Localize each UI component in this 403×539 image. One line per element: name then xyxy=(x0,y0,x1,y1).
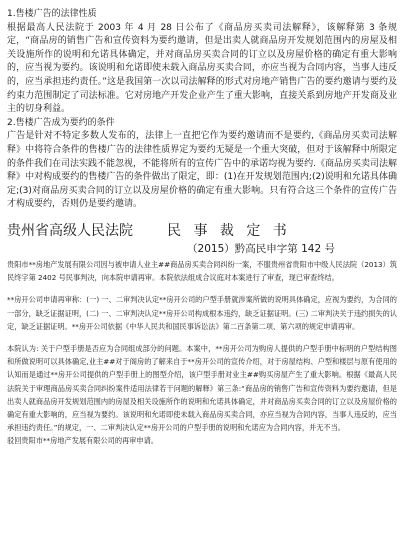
ruling-paragraph-decision: 驳回贵阳市**房地产发展有限公司的再审申请。 xyxy=(7,436,158,446)
ruling-title: 民 事 裁 定 书 xyxy=(167,222,291,239)
heading-legal-nature: 1.售楼广告的法律性质 xyxy=(7,9,97,19)
case-number: （2015）黔高民申字第 142 号 xyxy=(187,242,335,255)
ruling-paragraph-intro: 贵阳市**房地产发展有限公司因与被申请人业主##商品房买卖合同纠纷一案，不服贵州省贵阳市中级人民法院（2013）筑民终字第 2402 号民事判决，向本院申请再审。本院依法组成合议庭对本案进行了审查，现已审查终结。 xyxy=(7,259,397,283)
paragraph-legal-nature: 根据最高人民法院于 2003 年 4 月 28 日公布了《商品房买卖司法解释》，该解释第 3 条规定，“商品房的销售广告和宣传资料为要约邀请，但是出卖人就商品房开发规划范围内的房屋及相关设施所作的说明和允诺具体确定，并对商品房买卖合同的订立以及房屋价格的确定有重大影响的，应当视为要约。该说明和允诺即使未载入商品房买卖合同，亦应当视为合同内容，当事人违反的，应当承担违约责任。”这是我国第一次以司法解释的形式对房地产销售广告的要约邀请与要约及约束力范围制定了司法标准。它对房地产开发企业产生了重大影响，直接关系到房地产开发商及业主的切身利益。 xyxy=(7,22,397,115)
heading-offer-conditions: 2.售楼广告成为要约的条件 xyxy=(7,117,115,128)
ruling-header xyxy=(7,222,397,258)
ruling-paragraph-opinion: 本院认为: 关于户型手册是否应为合同组成部分的问题。本案中，**房开公司为购房人提供的户型手册中标明的户型结构图和所做说明可以具体确定,业主##对于阁房的了解来自于**房开公司的宣传介绍，对于房屋结构、户型和楼层与原有使用的认知而是通过**房开公司提供的户型手册上的图型介绍，该户型手册对业主##购买房屋产生了重大影响。根据《最高人民法院关于审理商品房买卖合同纠纷案件适用法律若干问题的解释》第三条:“商品房的销售广告和宣传资料为要约邀请，但是出卖人就商品房开发规划范围内的房屋及相关设施所作的说明和允诺具体确定，并对商品房买卖合同的订立以及房屋价格的确定有重大影响的，应当视为要约。该说明和允诺即使未载入商品房买卖合同，亦应当视为合同内容，当事人违反的，应当承担违约责任。”的规定，一、二审判决认定**房开公司的户型手册的说明和允诺应为合同内容，并无不当。 xyxy=(7,343,397,433)
court-name: 贵州省高级人民法院 xyxy=(7,222,133,239)
ruling-body xyxy=(7,258,397,448)
ruling-paragraph-petition: **房开公司申请再审称：(一) 一、二审判决认定**房开公司的户型手册就涉案所做的说明具体确定，应视为要约，为合同的一部分，缺乏证据证明，(二) 一、二审判决认定**房开公司构成根本违约，缺乏证据证明。(三) 二审判决关于违约损失的认定，缺乏证据证明。**房开公司依据《中华人民共和国民事诉讼法》第二百条第二项、第六项的规定申请再审。 xyxy=(7,295,397,331)
legal-commentary-section xyxy=(7,8,397,212)
paragraph-offer-conditions: 广告是针对不特定多数人发布的，法律上一直把它作为要约邀请而不是要约,《商品房买卖司法解释》中将符合条件的售楼广告的法律性质界定为要约无疑是一个重大突破，但对于该解释中所限定的条件我们在司法实践不能忽视，不能将所有的宣传广告中的承诺均视为要约.《商品房买卖司法解释》中对构成要约的售楼广告的条件做出了限定，即：(1)在开发规划范围内;(2)说明和允诺具体确定;(3)对商品房买卖合同的订立以及房屋价格的确定有重大影响。只有符合这三个条件的宣传广告才构成要约，否则仍是要约邀请。 xyxy=(7,131,397,210)
